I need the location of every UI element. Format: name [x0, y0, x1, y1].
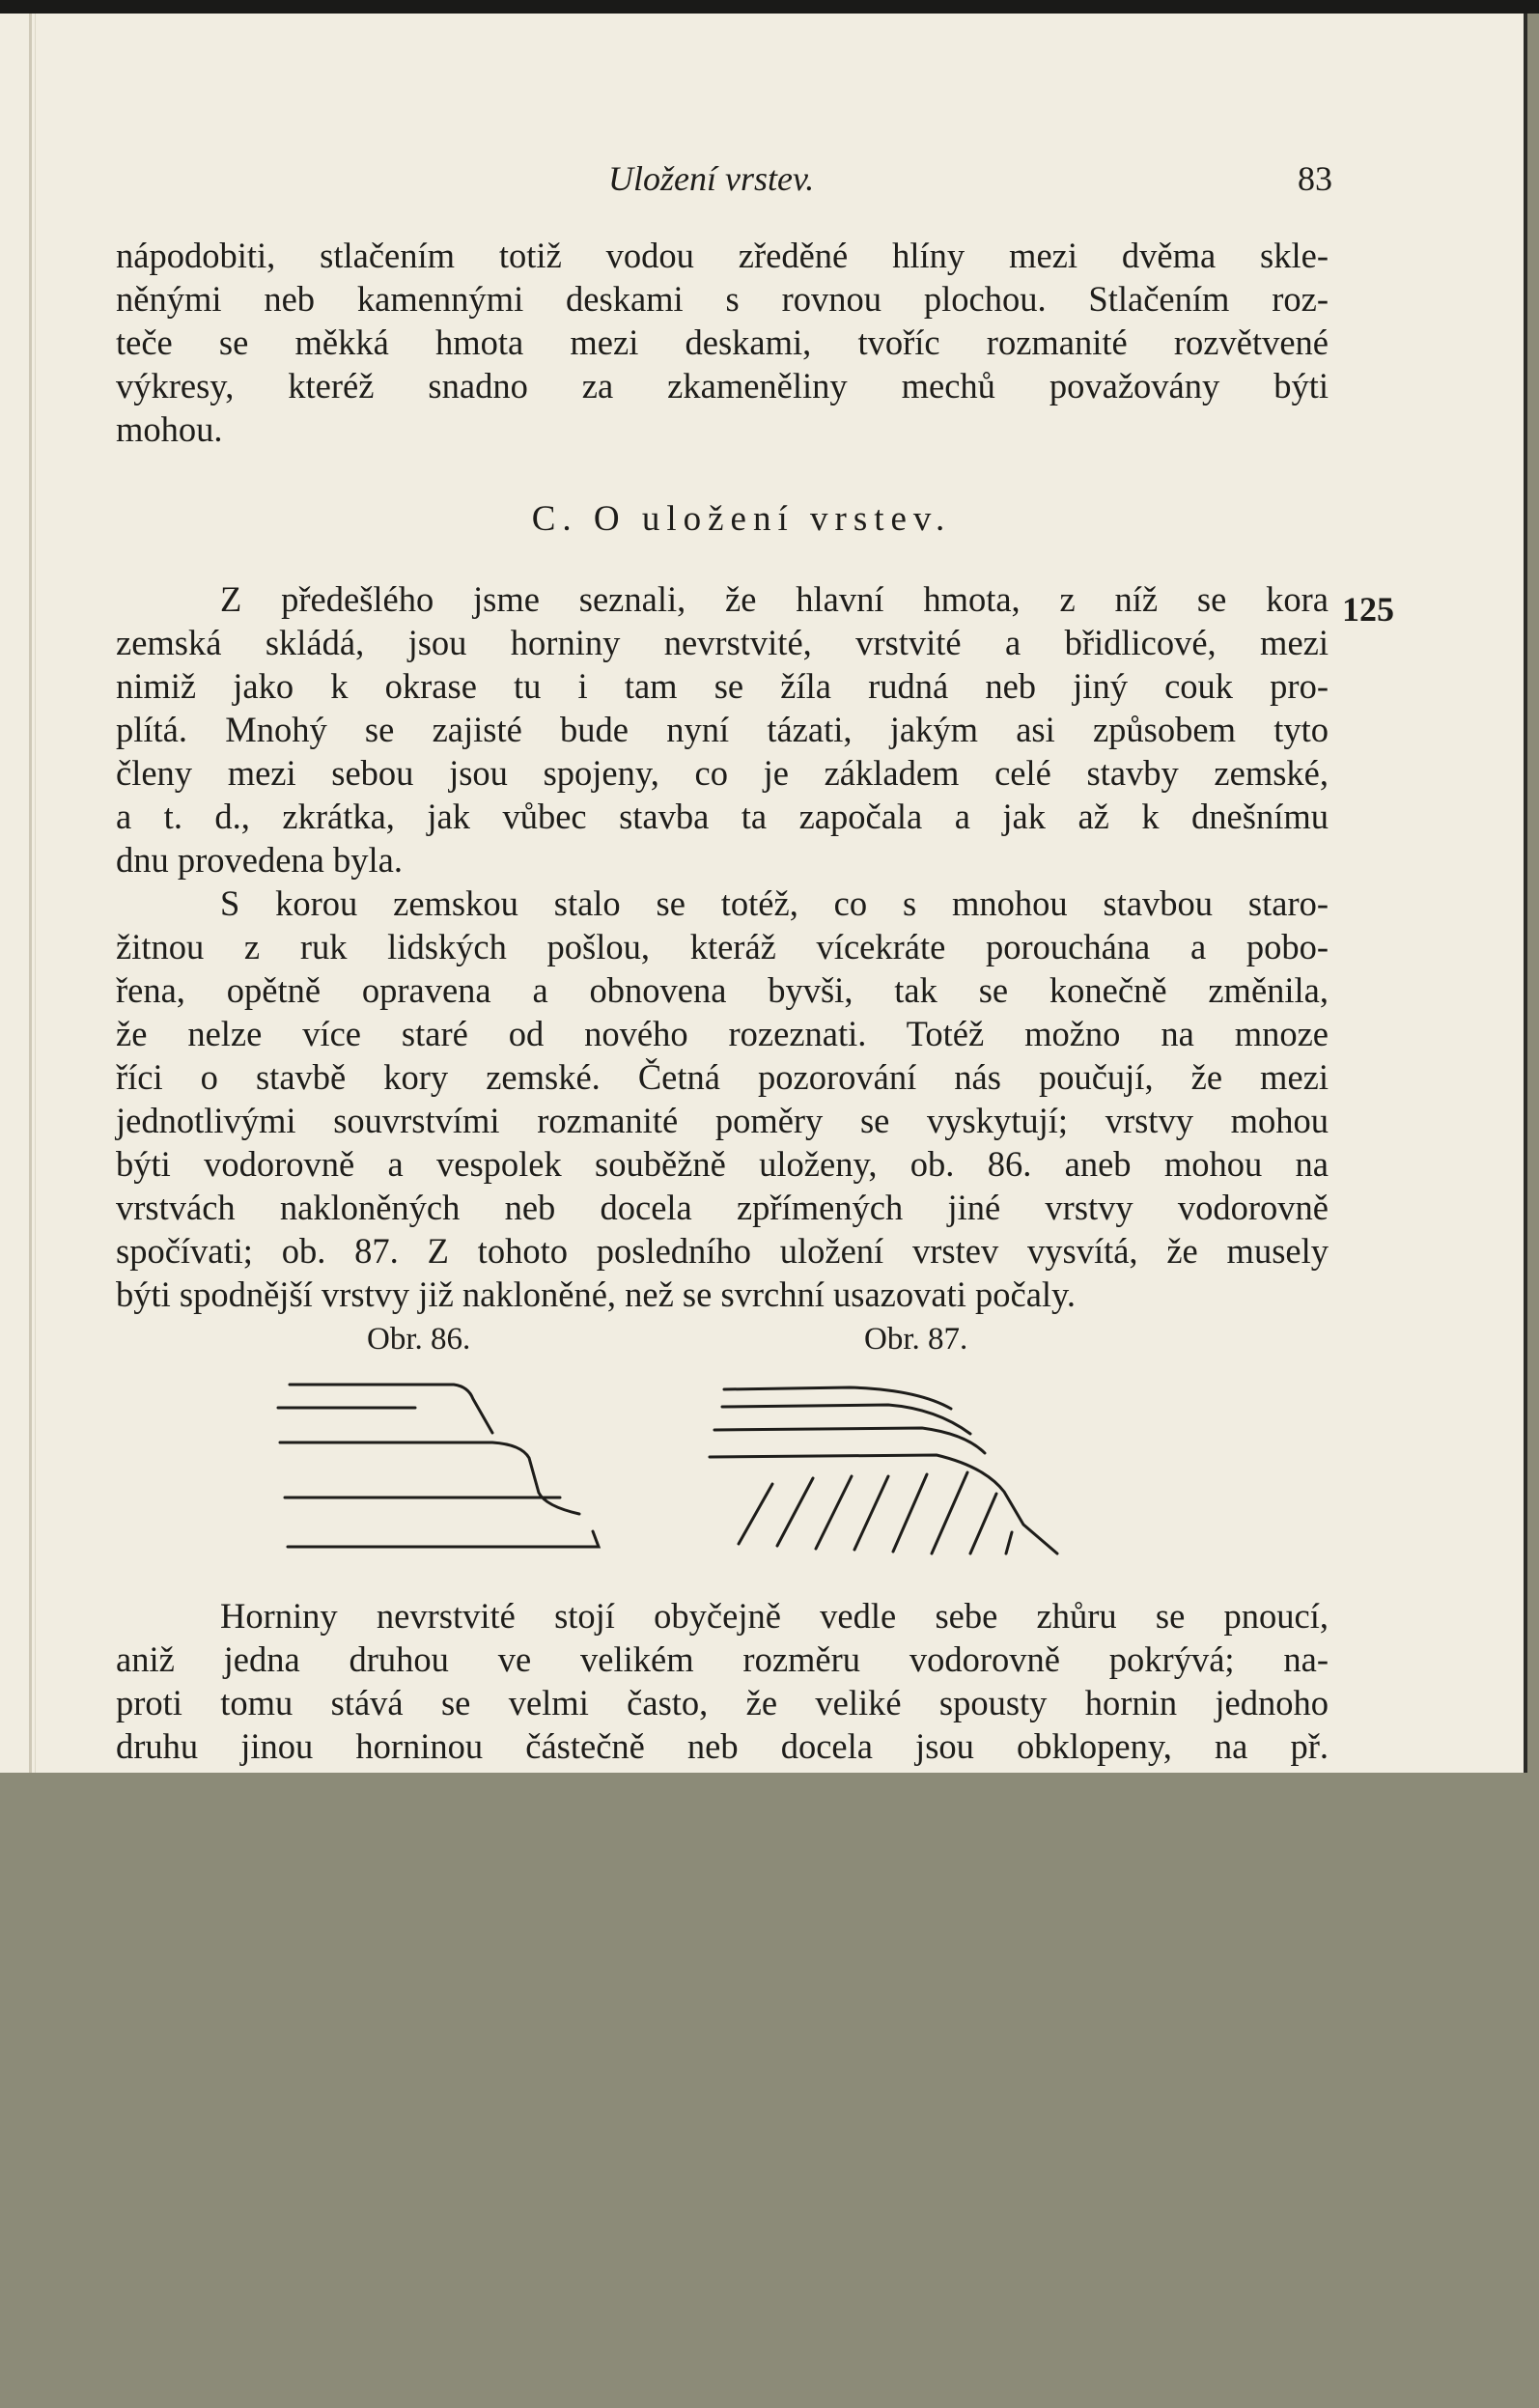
text-line: a t. d., zkrátka, jak vůbec stavba ta započala a jak až k dnešnímu [116, 797, 1329, 836]
text-line: zemská skládá, jsou horniny nevrstvité, vrstvité a břidlicové, mezi [116, 623, 1329, 662]
text-line: aniž jedna druhou ve velikém rozměru vodorovně pokrývá; na- [116, 1639, 1329, 1679]
text-line: žitnou z ruk lidských pošlou, kteráž vícekráte porouchána a pobo- [116, 927, 1329, 966]
section-heading: C. O uložení vrstev. [531, 499, 952, 539]
text-line: nápodobiti, stlačením totiž vodou zředěné hlíny mezi dvěma skle- [116, 236, 1329, 275]
stratum-bottom [288, 1531, 599, 1547]
text-line: býti vodorovně a vespolek souběžně uloženy, ob. 86. aneb mohou na [116, 1144, 1329, 1184]
text-line: řena, opětně opravena a obnovena byvši, tak se konečně změnila, [116, 970, 1329, 1010]
margin-number: 125 [1342, 590, 1394, 629]
tilted-stratum [854, 1476, 888, 1550]
text-line: vrstvách nakloněných neb docela zpřímených jiné vrstvy vodorovně [116, 1188, 1329, 1227]
top-edge [0, 0, 1539, 14]
text-line: Z předešlého jsme seznali, že hlavní hmota, z níž se kora [220, 579, 1329, 619]
figure-86-horizontal-strata [270, 1365, 608, 1558]
text-line: býti spodnější vrstvy již nakloněné, než se svrchní usazovati počaly. [116, 1274, 1077, 1314]
text-line: plítá. Mnohý se zajisté bude nyní tázati, jakým asi způsobem tyto [116, 710, 1329, 749]
tilted-stratum [816, 1476, 852, 1549]
horizontal-layer-3 [714, 1428, 985, 1453]
running-title: Uložení vrstev. [608, 159, 815, 198]
text-line: dnu provedena byla. [116, 840, 403, 880]
book-page [0, 14, 1527, 1773]
paragraph-2 [116, 577, 1329, 882]
tilted-stratum [932, 1472, 967, 1554]
figure-86-caption: Obr. 86. [367, 1322, 471, 1357]
text-line: nimiž jako k okrase tu i tam se žíla rudná neb jiný couk pro- [116, 666, 1329, 706]
text-line: výkresy, kteréž snadno za zkameněliny mechů považovány býti [116, 366, 1329, 406]
text-line: druhu jinou horninou částečně neb docela jsou obklopeny, na př. [116, 1726, 1329, 1766]
scan-background [0, 1773, 1539, 2408]
text-line: S korou zemskou stalo se totéž, co s mnohou stavbou staro- [220, 883, 1329, 923]
paragraph-3 [116, 882, 1329, 1316]
text-line: něnými neb kamennými deskami s rovnou plochou. Stlačením roz- [116, 279, 1329, 319]
stratum-3 [280, 1442, 579, 1514]
tilted-stratum [777, 1478, 813, 1546]
paragraph-1 [116, 234, 1329, 451]
tilted-stratum [893, 1474, 927, 1552]
running-head [116, 158, 1332, 207]
text-line: říci o stavbě kory zemské. Četná pozorování nás poučují, že mezi [116, 1057, 1329, 1097]
figure-87-unconformity [695, 1370, 1159, 1573]
tilted-stratum [970, 1494, 996, 1554]
text-line: Horniny nevrstvité stojí obyčejně vedle sebe zhůru se pnoucí, [220, 1596, 1329, 1636]
text-line: mohou. [116, 409, 223, 449]
text-line: proti tomu stává se velmi často, že veliké spousty hornin jednoho [116, 1683, 1329, 1722]
page-gutter-line [35, 14, 36, 1773]
text-line: členy mezi sebou jsou spojeny, co je základem celé stavby zemské, [116, 753, 1329, 793]
tilted-stratum [1006, 1532, 1012, 1554]
text-line: spočívati; ob. 87. Z tohoto posledního uložení vrstev vysvítá, že musely [116, 1231, 1329, 1271]
figure-87-caption: Obr. 87. [864, 1322, 968, 1357]
page-gutter [29, 14, 32, 1773]
text-line: teče se měkká hmota mezi deskami, tvoříc rozmanité rozvětvené [116, 322, 1329, 362]
text-line: že nelze více staré od nového rozeznati. Totéž možno na mnoze [116, 1014, 1329, 1053]
page-number: 83 [1298, 159, 1332, 198]
tilted-stratum [739, 1484, 772, 1544]
text-line: jednotlivými souvrstvími rozmanité poměry se vyskytují; vrstvy mohou [116, 1101, 1329, 1140]
